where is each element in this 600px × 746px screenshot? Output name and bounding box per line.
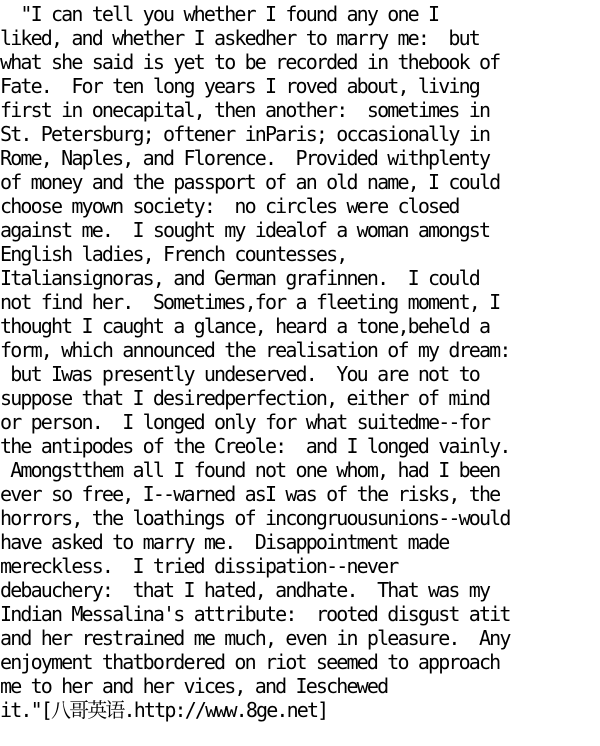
text-line: it."[八哥英语.http://www.8ge.net] <box>0 698 328 722</box>
text-line: liked, and whether I askedher to marry me: but <box>0 26 479 50</box>
text-line: have asked to marry me. Disappointment made <box>0 530 449 554</box>
text-line: English ladies, French countesses, <box>0 242 347 266</box>
text-line: of money and the passport of an old name, I could <box>0 170 500 194</box>
text-line: me to her and her vices, and Ieschewed <box>0 674 388 698</box>
text-line: debauchery: that I hated, andhate. That was my <box>0 578 490 602</box>
text-line: against me. I sought my idealof a woman amongst <box>0 218 490 242</box>
text-line: mereckless. I tried dissipation--never <box>0 554 398 578</box>
text-line: horrors, the loathings of incongruousunions--would <box>0 506 510 530</box>
text-line: Amongstthem all I found not one whom, had I been <box>0 458 500 482</box>
text-line: not find her. Sometimes,for a fleeting moment, I <box>0 290 500 314</box>
text-line: and her restrained me much, even in pleasure. Any <box>0 626 510 650</box>
text-line: suppose that I desiredperfection, either of mind <box>0 386 490 410</box>
text-body <box>0 2 510 722</box>
text-line: "I can tell you whether I found any one I <box>0 2 439 26</box>
text-line: or person. I longed only for what suitedme--for <box>0 410 490 434</box>
text-line: Italiansignoras, and German grafinnen. I could <box>0 266 479 290</box>
text-line: Fate. For ten long years I roved about, living <box>0 74 479 98</box>
text-line: Indian Messalina's attribute: rooted disgust atit <box>0 602 510 626</box>
text-line: enjoyment thatbordered on riot seemed to approach <box>0 650 500 674</box>
text-line: choose myown society: no circles were closed <box>0 194 459 218</box>
text-line: thought I caught a glance, heard a tone,beheld a <box>0 314 490 338</box>
text-line: the antipodes of the Creole: and I longed vainly. <box>0 434 510 458</box>
text-line: but Iwas presently undeserved. You are not to <box>0 362 479 386</box>
text-line: Rome, Naples, and Florence. Provided withplenty <box>0 146 490 170</box>
text-line: form, which announced the realisation of my dream: <box>0 338 510 362</box>
text-line: St. Petersburg; oftener inParis; occasionally in <box>0 122 490 146</box>
text-line: what she said is yet to be recorded in thebook of <box>0 50 500 74</box>
text-line: ever so free, I--warned asI was of the risks, the <box>0 482 500 506</box>
text-line: first in onecapital, then another: sometimes in <box>0 98 490 122</box>
